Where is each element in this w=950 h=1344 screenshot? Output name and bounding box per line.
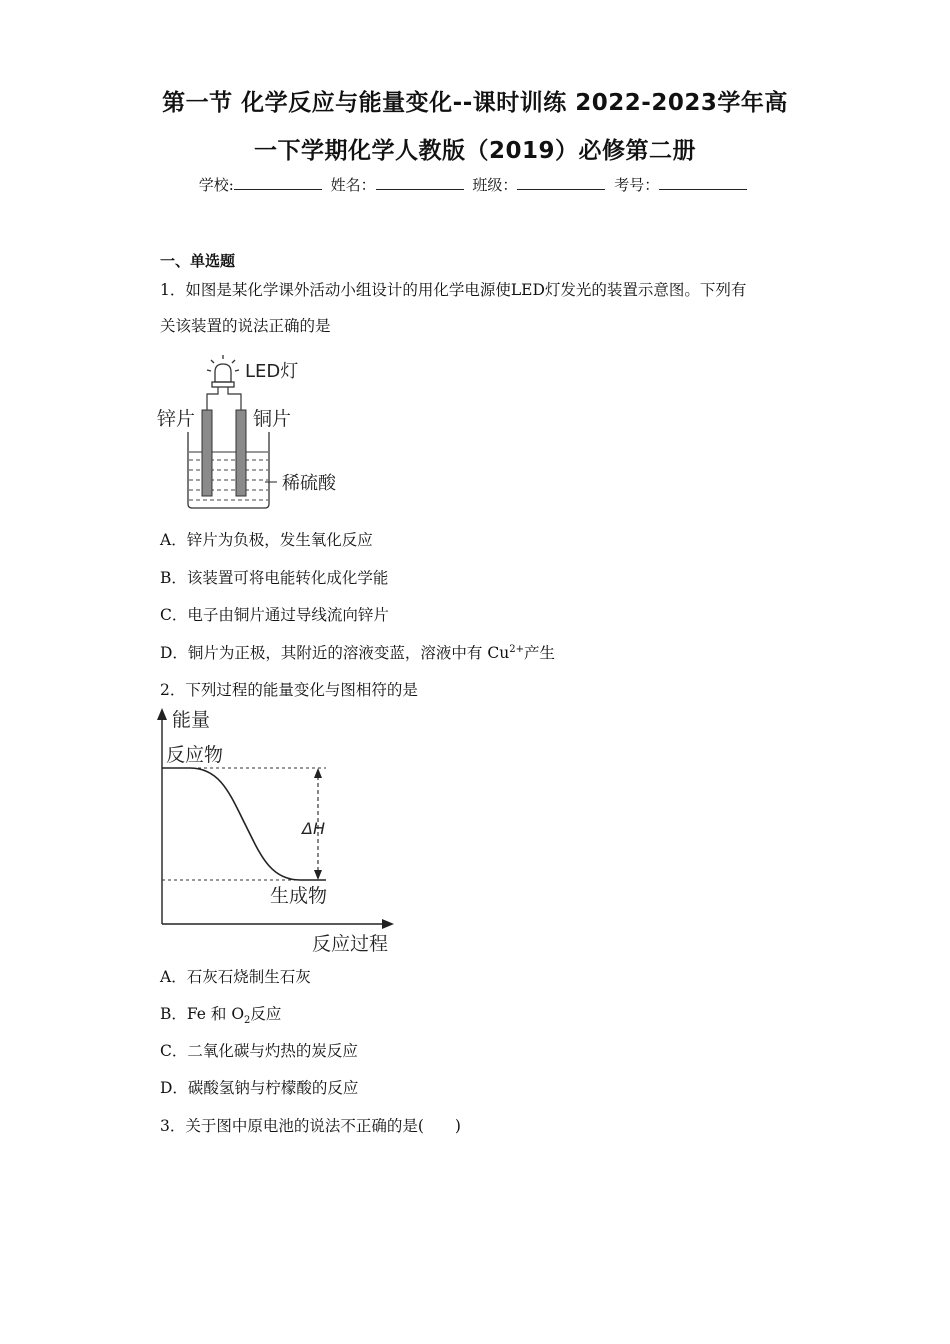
led-label: LED灯 <box>245 361 299 382</box>
class-blank[interactable] <box>517 175 605 190</box>
acid-label: 稀硫酸 <box>282 473 336 494</box>
reactant-label: 反应物 <box>166 744 224 766</box>
name-label: 姓名： <box>330 176 376 194</box>
zinc-electrode <box>202 410 212 496</box>
section-title: 一、单选题 <box>160 252 236 270</box>
q2-option-b[interactable] <box>160 1002 281 1026</box>
school-blank[interactable] <box>234 175 322 190</box>
q2-option-b-text: B．Fe 和 O <box>160 1005 245 1023</box>
y-axis-label: 能量 <box>172 709 211 731</box>
q1-option-a[interactable]: A．锌片为负极，发生氧化反应 <box>160 531 373 549</box>
q2-option-b-text-end: 反应 <box>250 1005 282 1023</box>
copper-electrode <box>236 410 246 496</box>
q1-option-c[interactable]: C．电子由铜片通过导线流向锌片 <box>160 606 389 624</box>
page-title-line1: 第一节 化学反应与能量变化--课时训练 2022-2023学年高 <box>162 90 788 116</box>
student-info-row <box>100 174 850 195</box>
led-bulb-icon <box>207 355 239 387</box>
q1-option-d[interactable] <box>160 641 555 663</box>
q1-option-d-charge: 2+ <box>509 643 524 655</box>
q1-stem-line1: 1．如图是某化学课外活动小组设计的用化学电源使LED灯发光的装置示意图。下列有 <box>160 281 747 299</box>
copper-label: 铜片 <box>253 408 292 430</box>
q2-option-c[interactable]: C．二氧化碳与灼热的炭反应 <box>160 1042 358 1060</box>
x-axis-label: 反应过程 <box>312 933 389 955</box>
exam-number-blank[interactable] <box>659 175 747 190</box>
exam-number-label: 考号： <box>614 176 660 194</box>
q1-option-b[interactable]: B．该装置可将电能转化成化学能 <box>160 569 389 587</box>
school-label: 学校: <box>198 176 234 194</box>
q1-figure-cell-diagram <box>155 352 355 512</box>
name-blank[interactable] <box>376 175 464 190</box>
q2-figure-energy-diagram <box>150 704 410 956</box>
q2-option-a[interactable]: A．石灰石烧制生石灰 <box>160 968 311 986</box>
page-title-line2: 一下学期化学人教版（2019）必修第二册 <box>253 138 696 164</box>
q1-stem <box>160 272 800 344</box>
zinc-label: 锌片 <box>157 408 196 430</box>
q1-option-d-text-end: 产生 <box>523 644 555 662</box>
q3-stem: 3．关于图中原电池的说法不正确的是( ) <box>160 1117 461 1135</box>
class-label: 班级： <box>472 176 518 194</box>
q2-option-d[interactable]: D．碳酸氢钠与柠檬酸的反应 <box>160 1079 359 1097</box>
q1-option-d-text: D．铜片为正极，其附近的溶液变蓝，溶液中有 Cu <box>160 644 510 662</box>
q2-stem: 2．下列过程的能量变化与图相符的是 <box>160 681 418 699</box>
product-label: 生成物 <box>270 885 328 907</box>
delta-h-label: ΔH <box>302 819 325 838</box>
q2-option-b-subscript: 2 <box>244 1015 251 1027</box>
q1-stem-line2: 关该装置的说法正确的是 <box>160 317 331 335</box>
